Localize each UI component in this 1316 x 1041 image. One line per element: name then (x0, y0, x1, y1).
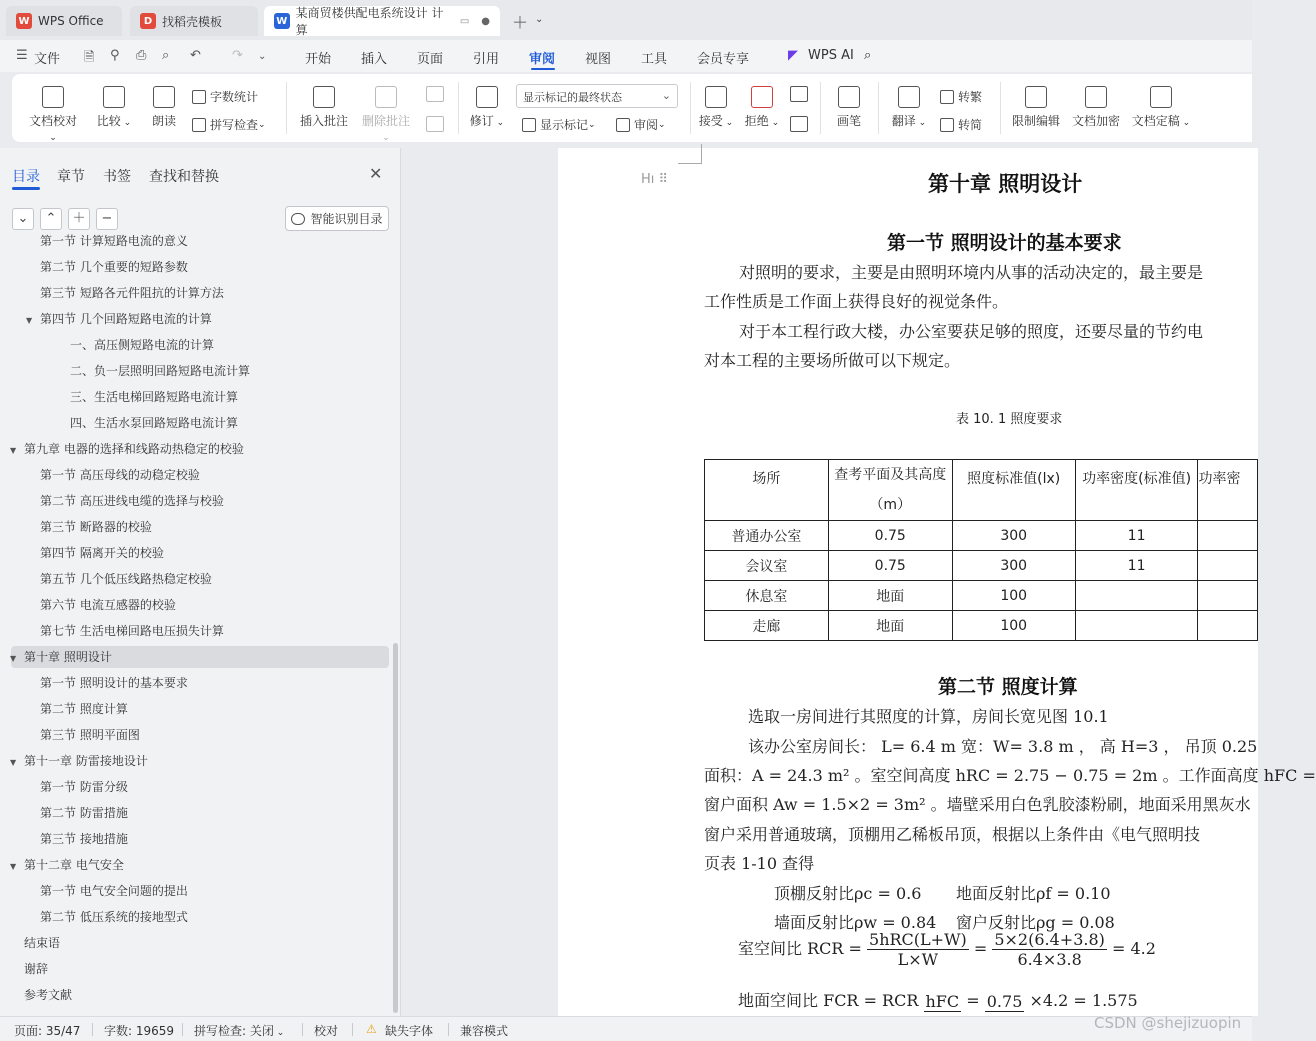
print-icon[interactable]: ⎙ (136, 48, 147, 63)
table-cell: 地面 (828, 581, 952, 611)
section-title: 第二节 照度计算 (938, 676, 1078, 698)
toc-item-label: 第二节 高压进线电缆的选择与校验 (40, 494, 224, 508)
table-cell: 100 (952, 581, 1075, 611)
expand-caret-icon[interactable]: ▼ (26, 316, 33, 325)
warning-icon: ⚠ (366, 1022, 377, 1036)
toc-item-label: 第十一章 防雷接地设计 (24, 754, 148, 768)
toc-item-label: 第三节 接地措施 (40, 832, 128, 846)
label: 显示标记 (540, 118, 589, 132)
rcr-formula: 室空间比 RCR = $\frac{\text{5hRC(L+W)}}{L\times W}$ = $\frac{5\times 2(6.4+3.8)}{6.4\times 3.8}$ = 4.2 (738, 930, 1156, 969)
toc-item[interactable] (0, 516, 390, 538)
table-cell: 300 (952, 551, 1075, 581)
paragraph-line: 页表 1-10 查得 (704, 854, 815, 873)
translate-icon (898, 86, 920, 108)
paragraph-line: 对照明的要求，主要是由照明环境内从事的活动决定的，最主要是 (739, 263, 1204, 282)
label: 接受 (698, 114, 723, 128)
pen-icon (838, 86, 860, 108)
ribbon-separator (878, 82, 879, 134)
formula-result: ×4.2 = 1.575 (1029, 991, 1138, 1010)
table-row (705, 581, 1258, 611)
status-separator (448, 1023, 449, 1036)
denominator: 6.4×3.8 (1017, 950, 1082, 969)
toc-item[interactable] (0, 360, 390, 382)
label: 字数统计 (210, 90, 259, 104)
toc-list (0, 234, 393, 1016)
finalize-button[interactable]: 文档定稿 ⌄ (1130, 86, 1192, 129)
toc-item-label: 第一节 防雷分级 (40, 780, 128, 794)
word-count-button[interactable] (192, 88, 258, 105)
toc-item-label: 第十章 照明设计 (24, 650, 112, 664)
toc-item[interactable] (0, 750, 390, 772)
toc-item-label: 第二节 几个重要的短路参数 (40, 260, 188, 274)
reject-button[interactable]: 拒绝 ⌄ (742, 86, 782, 129)
formula-result: = 4.2 (1111, 939, 1156, 958)
section-title: 第一节 照明设计的基本要求 (887, 232, 1122, 254)
tab-toc[interactable]: 目录 (12, 169, 40, 185)
toc-item-label: 第三节 断路器的校验 (40, 520, 152, 534)
toc-item[interactable] (0, 958, 390, 980)
toc-item[interactable] (0, 334, 390, 356)
paragraph-line: 选取一房间进行其照度的计算，房间长宽见图 10.1 (748, 707, 1109, 726)
table-cell: 会议室 (705, 551, 829, 581)
document-page (558, 148, 1316, 1016)
numerator: 5×2(6.4+3.8) (994, 930, 1105, 949)
table-header-cell: 照度标准值(lx) (952, 460, 1075, 521)
close-panel-icon[interactable]: ✕ (369, 164, 383, 183)
label: 拒绝 (744, 114, 769, 128)
label: 智能识别目录 (310, 212, 383, 226)
toc-item[interactable] (0, 464, 390, 486)
label: 拼写检查 (210, 118, 259, 132)
table-cell: 0.75 (828, 521, 952, 551)
spell-check-status[interactable]: 拼写检查: 关闭 ⌄ (194, 1024, 285, 1038)
table-cell: 走廊 (705, 611, 829, 641)
title-tab-bar (0, 0, 1252, 40)
table-cell (1075, 581, 1198, 611)
menu-page[interactable]: 页面 (417, 52, 444, 67)
label: 显示标记的最终状态 (523, 91, 622, 104)
collapse-down-button[interactable]: ⌄ (12, 208, 34, 230)
paragraph-line: 窗户面积 Aw = 1.5×2 = 3m² 。墙壁采用白色乳胶漆粉刷，地面采用黑灰水 (704, 795, 1251, 814)
proof-status[interactable]: 校对 (314, 1024, 339, 1038)
table-header-row (705, 460, 1258, 521)
hamburger-icon[interactable]: ☰ (16, 48, 28, 63)
numerator: 0.75 (986, 991, 1023, 1011)
table-header-cell: 功率密 (1198, 460, 1258, 521)
illuminance-table (704, 459, 1258, 641)
quick-access-chevron-icon[interactable]: ⌄ (258, 51, 267, 62)
status-separator (182, 1023, 183, 1036)
status-separator (352, 1023, 353, 1036)
review-ribbon (12, 74, 1252, 142)
toc-item[interactable] (0, 672, 390, 694)
word-count[interactable]: 字数: 19659 (104, 1024, 175, 1038)
toc-item-label: 第二节 防雷措施 (40, 806, 128, 820)
save-icon[interactable]: 🗎 (84, 50, 95, 65)
table-cell: 300 (952, 521, 1075, 551)
toc-item-label: 第九章 电器的选择和线路动热稳定的校验 (24, 442, 244, 456)
search-icon[interactable]: ⌕ (864, 48, 872, 63)
insert-comment-button[interactable] (298, 86, 350, 129)
markup-state-select[interactable] (516, 84, 678, 108)
print-preview-icon[interactable]: ⌕ (162, 48, 170, 63)
encrypt-icon (1085, 86, 1107, 108)
paragraph-line: 窗户采用普通玻璃，顶棚用乙稀板吊顶，根据以上条件由《电气照明技 (704, 825, 1201, 844)
ribbon-separator (458, 82, 459, 134)
smart-toc-icon (291, 213, 305, 225)
toc-item[interactable] (0, 906, 390, 928)
spell-check-icon (192, 118, 206, 132)
tab-bookmarks[interactable]: 书签 (103, 169, 131, 185)
new-tab-plus-icon[interactable]: ＋ (512, 13, 529, 32)
tab-template[interactable] (130, 6, 258, 36)
crop-mark (678, 144, 702, 164)
toc-item-label: 一、高压侧短路电流的计算 (70, 338, 215, 352)
toc-item-label: 第二节 低压系统的接地型式 (40, 910, 188, 924)
table-cell (1075, 611, 1198, 641)
formula-text: 墙面反射比ρw = 0.84 (774, 913, 937, 932)
status-separator (302, 1023, 303, 1036)
share-icon[interactable]: ⚲ (110, 48, 120, 63)
table-row (705, 521, 1258, 551)
docer-icon: D (140, 13, 156, 29)
fraction (985, 992, 1025, 1012)
unsaved-dot-icon[interactable]: ● (481, 15, 490, 27)
formula-label: 地面空间比 FCR = RCR (738, 991, 919, 1010)
toc-scrollbar[interactable] (393, 643, 398, 1013)
doc-check-button[interactable]: 文档校对 ⌄ (26, 86, 80, 143)
word-count-icon (192, 90, 206, 104)
toc-item-label: 第六节 电流互感器的校验 (40, 598, 176, 612)
prev-comment-icon[interactable] (426, 86, 444, 102)
expand-caret-icon[interactable]: ▼ (10, 758, 17, 767)
show-markup-button[interactable]: 显示标记 ⌄ (522, 116, 596, 133)
chevron-down-icon: ⌄ (661, 89, 671, 102)
table-cell (1198, 581, 1258, 611)
menu-insert[interactable]: 插入 (361, 52, 388, 67)
show-markup-icon (522, 118, 536, 132)
table-cell: 普通办公室 (705, 521, 829, 551)
toc-item[interactable] (0, 854, 390, 876)
toc-item-label: 第五节 几个低压线路热稳定校验 (40, 572, 212, 586)
label: 比较 (96, 114, 121, 128)
pen-button[interactable] (832, 86, 866, 129)
toc-item[interactable] (0, 828, 390, 850)
active-menu-underline (531, 68, 555, 70)
menu-file[interactable]: 文件 (34, 52, 61, 67)
toc-item-label: 第二节 照度计算 (40, 702, 128, 716)
toc-item[interactable] (0, 724, 390, 746)
menu-view[interactable]: 视图 (585, 52, 612, 67)
revise-button[interactable]: 修订 ⌄ (468, 86, 506, 129)
review-pane-icon (616, 118, 630, 132)
table-cell: 休息室 (705, 581, 829, 611)
collapse-up-button[interactable]: ⌃ (40, 208, 62, 230)
encrypt-button[interactable] (1070, 86, 1122, 129)
toc-item[interactable] (0, 308, 390, 330)
label: 修订 (469, 114, 494, 128)
table-cell: 11 (1075, 551, 1198, 581)
tab-document[interactable] (264, 6, 500, 36)
toc-item-label: 谢辞 (24, 962, 49, 976)
numerator: 5hRC(L+W) (869, 930, 967, 949)
toc-item-label: 结束语 (24, 936, 61, 950)
table-cell: 地面 (828, 611, 952, 641)
toc-item-label: 第七节 生活电梯回路电压损失计算 (40, 624, 224, 638)
delete-comment-button[interactable]: 删除批注 ⌄ (358, 86, 414, 143)
label: 画笔 (836, 114, 861, 128)
label: 翻译 (891, 114, 916, 128)
document-area (402, 148, 1316, 1016)
wps-logo-icon: W (16, 13, 32, 29)
heading-handle-icon[interactable]: Hı ⠿ (641, 172, 669, 187)
table-row (705, 551, 1258, 581)
table-cell (1198, 551, 1258, 581)
toc-item-label: 第一节 电气安全问题的提出 (40, 884, 188, 898)
toc-item[interactable] (0, 490, 390, 512)
insert-comment-icon (313, 86, 335, 108)
compare-icon (103, 86, 125, 108)
toc-item-label: 第四节 几个回路短路电流的计算 (40, 312, 212, 326)
reject-icon (751, 86, 773, 108)
table-cell: 0.75 (828, 551, 952, 581)
toc-item-label: 第一节 照明设计的基本要求 (40, 676, 188, 690)
toc-item-label: 参考文献 (24, 988, 73, 1002)
watermark: CSDN @shejizuopin (1094, 1014, 1242, 1032)
tab-wps-office[interactable] (6, 6, 122, 36)
monitor-icon[interactable]: ▭ (459, 15, 470, 27)
tab-label: WPS Office (38, 14, 104, 28)
menu-member[interactable]: 会员专享 (697, 52, 750, 67)
toc-item[interactable] (0, 282, 390, 304)
ribbon-separator (1000, 82, 1001, 134)
tab-list-chevron-icon[interactable]: ⌄ (535, 14, 544, 25)
table-cell (1198, 521, 1258, 551)
next-change-icon[interactable] (790, 116, 808, 132)
menu-home[interactable]: 开始 (305, 52, 332, 67)
status-separator (92, 1023, 93, 1036)
tab-find-replace[interactable]: 查找和替换 (149, 169, 219, 185)
toc-item[interactable] (0, 620, 390, 642)
toc-item[interactable] (0, 256, 390, 278)
toc-item-label: 第一节 计算短路电流的意义 (40, 234, 188, 248)
remove-heading-button[interactable]: − (96, 208, 118, 230)
formula-text: 窗户反射比ρg = 0.08 (956, 913, 1115, 932)
toc-item-label: 第一节 高压母线的动稳定校验 (40, 468, 200, 482)
translate-button[interactable]: 翻译 ⌄ (888, 86, 930, 129)
ribbon-separator (286, 82, 287, 134)
status-bar (0, 1016, 1252, 1041)
to-simplified-button[interactable] (940, 116, 982, 133)
label: 转繁 (958, 90, 983, 104)
table-header-cell: 场所 (705, 460, 829, 521)
menu-tools[interactable]: 工具 (641, 52, 668, 67)
ribbon-separator (690, 82, 691, 134)
toc-item[interactable] (11, 646, 389, 668)
writer-doc-icon: W (274, 13, 290, 29)
restrict-edit-icon (1025, 86, 1047, 108)
finalize-icon (1150, 86, 1172, 108)
numerator: hFC (925, 991, 960, 1011)
missing-font-status[interactable]: 缺失字体 (385, 1024, 434, 1038)
next-comment-icon[interactable] (426, 116, 444, 132)
navigation-panel (0, 148, 401, 1016)
toc-item[interactable] (0, 776, 390, 798)
label: H (641, 172, 651, 187)
toc-item[interactable] (0, 698, 390, 720)
formula-text: 地面反射比ρf = 0.10 (956, 884, 1111, 903)
active-tab-underline (12, 187, 40, 190)
toc-item-label: 二、负一层照明回路短路电流计算 (70, 364, 251, 378)
compat-mode-status[interactable]: 兼容模式 (460, 1024, 509, 1038)
table-caption: 表 10. 1 照度要求 (956, 412, 1063, 427)
smart-toc-button[interactable] (285, 206, 389, 231)
toc-item[interactable] (0, 932, 390, 954)
toc-item[interactable] (0, 542, 390, 564)
ribbon-separator (820, 82, 821, 134)
label: 删除批注 (361, 114, 410, 128)
fraction (924, 992, 962, 1012)
table-cell (1198, 611, 1258, 641)
fraction (992, 930, 1107, 969)
spell-check-button[interactable]: 拼写检查 ⌄ (192, 116, 266, 133)
table-cell: 11 (1075, 521, 1198, 551)
paragraph-line: 该办公室房间长： L= 6.4 m 宽：W= 3.8 m ， 高 H=3 ， 吊顶 0.25 (748, 737, 1258, 756)
revise-icon (476, 86, 498, 108)
label: 插入批注 (299, 114, 348, 128)
toc-item-label: 第十二章 电气安全 (24, 858, 124, 872)
expand-caret-icon[interactable]: ▼ (10, 862, 17, 871)
toc-item[interactable] (0, 438, 390, 460)
toc-item-label: 第三节 短路各元件阻抗的计算方法 (40, 286, 224, 300)
label: 文档定稿 (1131, 114, 1180, 128)
table-header-cell: 功率密度(标准值) (1075, 460, 1198, 521)
paragraph-line: 面积：A = 24.3 m² 。室空间高度 hRC = 2.75 − 0.75 = 2m 。工作面高度 hFC = (704, 766, 1316, 785)
doc-check-icon (42, 86, 64, 108)
prev-change-icon[interactable] (790, 86, 808, 102)
table-cell: 100 (952, 611, 1075, 641)
expand-caret-icon[interactable]: ▼ (10, 654, 17, 663)
add-heading-button[interactable]: ＋ (68, 208, 90, 230)
compare-button[interactable]: 比较 ⌄ (94, 86, 134, 129)
menu-review[interactable]: 审阅 (529, 52, 556, 67)
to-traditional-button[interactable] (940, 88, 982, 105)
fraction (867, 930, 969, 969)
accept-icon (705, 86, 727, 108)
undo-icon[interactable]: ↶ (190, 48, 201, 63)
simplified-icon (940, 118, 954, 132)
label: 限制编辑 (1011, 114, 1060, 128)
toc-item[interactable] (0, 984, 390, 1006)
chapter-title: 第十章 照明设计 (928, 171, 1083, 196)
paragraph-line: 工作性质是工作面上获得良好的视觉条件。 (704, 292, 1009, 311)
wps-ai-logo-icon[interactable]: ◤ (788, 48, 798, 63)
menu-bar (0, 40, 1252, 72)
toc-item[interactable] (0, 802, 390, 824)
toc-item-label: 四、生活水泵回路短路电流计算 (70, 416, 239, 430)
table-row (705, 611, 1258, 641)
expand-caret-icon[interactable]: ▼ (10, 446, 17, 455)
fcr-formula: 地面空间比 FCR = RCR hFC = 0.75 ×4.2 = 1.575 (738, 991, 1138, 1011)
toc-item-label: 第四节 隔离开关的校验 (40, 546, 164, 560)
toc-item[interactable] (0, 412, 390, 434)
table-header-cell: 查考平面及其高度（m） (828, 460, 952, 521)
menu-wps-ai[interactable]: WPS AI (808, 48, 854, 63)
toc-item[interactable] (0, 880, 390, 902)
tab-label: 找稻壳模板 (162, 14, 223, 29)
label: 朗读 (151, 114, 176, 128)
menu-reference[interactable]: 引用 (473, 52, 500, 67)
redo-icon[interactable]: ↷ (232, 48, 243, 63)
paragraph-line: 对本工程的主要场所做可以下规定。 (704, 351, 961, 370)
toc-item-label: 三、生活电梯回路短路电流计算 (70, 390, 239, 404)
formula-label: 室空间比 RCR = (738, 939, 862, 958)
paragraph-line: 对于本工程行政大楼，办公室要获足够的照度，还要尽量的节约电 (739, 322, 1204, 341)
toc-item[interactable] (0, 594, 390, 616)
read-aloud-button[interactable] (148, 86, 180, 129)
page-indicator[interactable]: 页面: 35/47 (14, 1024, 81, 1038)
tab-sections[interactable]: 章节 (57, 169, 85, 185)
tab-label: 某商贸楼供配电系统设计 计算 (295, 6, 444, 37)
restrict-edit-button[interactable] (1010, 86, 1062, 129)
toc-item[interactable] (0, 568, 390, 590)
formula-text: 顶棚反射比ρc = 0.6 (774, 884, 922, 903)
read-aloud-icon (153, 86, 175, 108)
label: 转简 (958, 118, 983, 132)
label: 文档加密 (1071, 114, 1120, 128)
review-pane-button[interactable]: 审阅 ⌄ (616, 116, 666, 133)
label: 文档校对 (28, 114, 77, 128)
label: 拼写检查: 关闭 (194, 1024, 274, 1038)
toc-item-label: 第三节 照明平面图 (40, 728, 140, 742)
delete-comment-icon (375, 86, 397, 108)
traditional-icon (940, 90, 954, 104)
toc-item[interactable] (0, 386, 390, 408)
label: 审阅 (634, 118, 659, 132)
denominator: L×W (897, 950, 939, 969)
toc-item[interactable] (0, 230, 390, 252)
accept-button[interactable]: 接受 ⌄ (696, 86, 736, 129)
